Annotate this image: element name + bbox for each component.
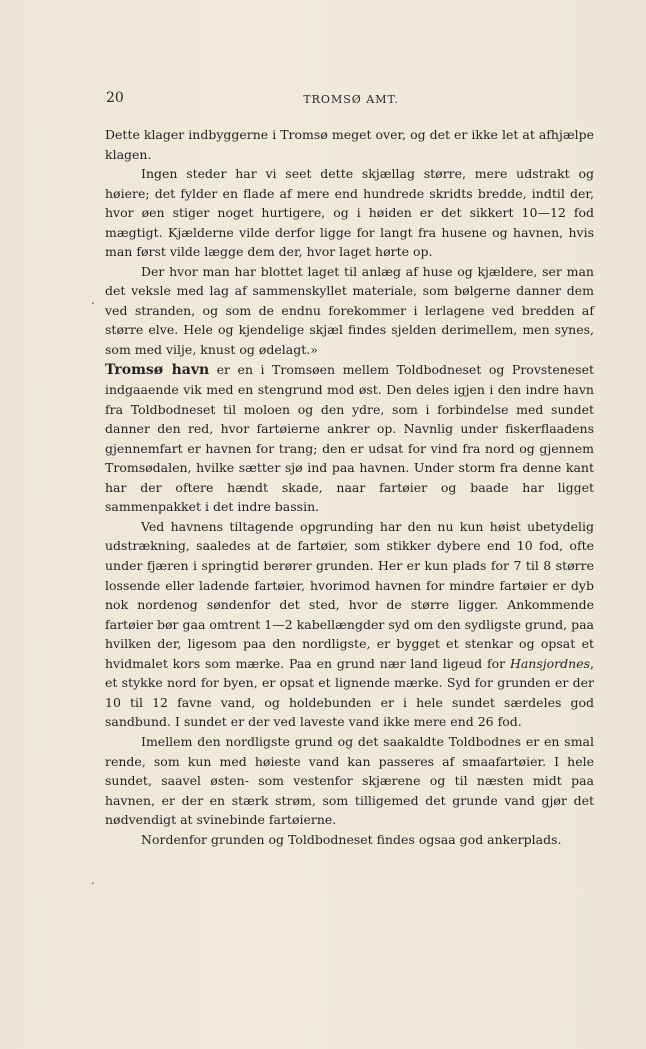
- paragraph-4: [105, 360, 594, 517]
- paragraph-5-part-1: Ved havnens tiltagende opgrunding har den nu kun høist ubetydelig udstrækning, saaledes at de fartøier, som stikker dybere end 10 fod, ofte under fjæren i springtid berører grunden. Her er kun plads for 7 til 8 større lossende eller ladende fartøier, hvorimod havnen for mindre fartøier er dyb nok nordenog søndenfor det sted, hvor de større ligger. Ankommende fartøier bør gaa omtrent 1—2 kabellængder syd om den sydligste grund, paa hvilken der, ligesom paa den nordligste, er bygget et stenkar og opsat et hvidmalet kors som mærke. Paa en grund nær land ligeud for: [105, 518, 594, 671]
- section-heading: Tromsø havn: [105, 361, 210, 378]
- paragraph-7: Nordenfor grunden og Toldbodneset findes ogsaa god ankerplads.: [141, 831, 562, 847]
- paragraph-4-text: er en i Tromsøen mellem Toldbodneset og Provsteneset indgaaende vik med en stengrund mod øst. Den deles igjen i den indre havn fra Toldbodneset til moloen og den ydre, som i forbindelse med sundet danner den red, hvor fartøierne ankrer op. Navnlig under fiskerflaadens gjennemfart er havnen for trang; den er udsat for vind fra nord og gjennem Tromsødalen, hvilke sætter sjø ind paa havnen. Under storm fra denne kant har der oftere hændt skade, naar fartøier og baade har ligget sammenpakket i det indre bassin.: [105, 361, 594, 515]
- page-number: 20: [106, 90, 124, 106]
- paragraph-2: Ingen steder har vi seet dette skjællag større, mere udstrakt og høiere; det fylder en flade af mere end hundrede skridts bredde, indtil der, hvor øen stiger noget hurtigere, og i høiden er det sikkert 10—12 fod mægtigt. Kjælderne vilde derfor ligge for langt fra husene og havnen, hvis man først vilde lægge dem der, hvor laget hørte op.: [105, 166, 594, 260]
- paragraph-1: Dette klager indbyggerne i Tromsø meget over, og det er ikke let at afhjælpe klagen.: [105, 127, 594, 162]
- place-name-italic: Hansjordnes: [509, 655, 591, 671]
- paragraph-6: Imellem den nordligste grund og det saakaldte Toldbodnes er en smal rende, som kun med høieste vand kan passeres af smaafartøier. I hele sundet, saavel østen- som vestenfor skjærene og til næsten midt paa havnen, er der en stærk strøm, som tilligemed det grunde vand gjør det nødvendigt at svinebinde fartøierne.: [105, 733, 594, 828]
- margin-mark: .: [91, 873, 95, 887]
- body-text: [105, 125, 594, 849]
- paragraph-5-part-2: , et stykke nord for byen, er opsat et lignende mærke. Syd for grunden er der 10 til 12 favne vand, og holdebunden er i hele sundet særdeles god sandbund. I sundet er der ved laveste vand ikke mere end 26 fod.: [105, 655, 594, 730]
- page-header: [106, 90, 596, 108]
- margin-mark: .: [91, 293, 95, 307]
- paragraph-5: [105, 517, 594, 732]
- running-title: TROMSØ AMT.: [303, 93, 399, 106]
- paragraph-3: Der hvor man har blottet laget til anlæg af huse og kjældere, ser man det veksle med lag af sammenskyllet materiale, som bølgerne danner dem ved stranden, og som de endnu forekommer i lerlagene ved bredden af større elve. Hele og kjendelige skjæl findes sjelden derimellem, men synes, som med vilje, knust og ødelagt.»: [105, 263, 594, 358]
